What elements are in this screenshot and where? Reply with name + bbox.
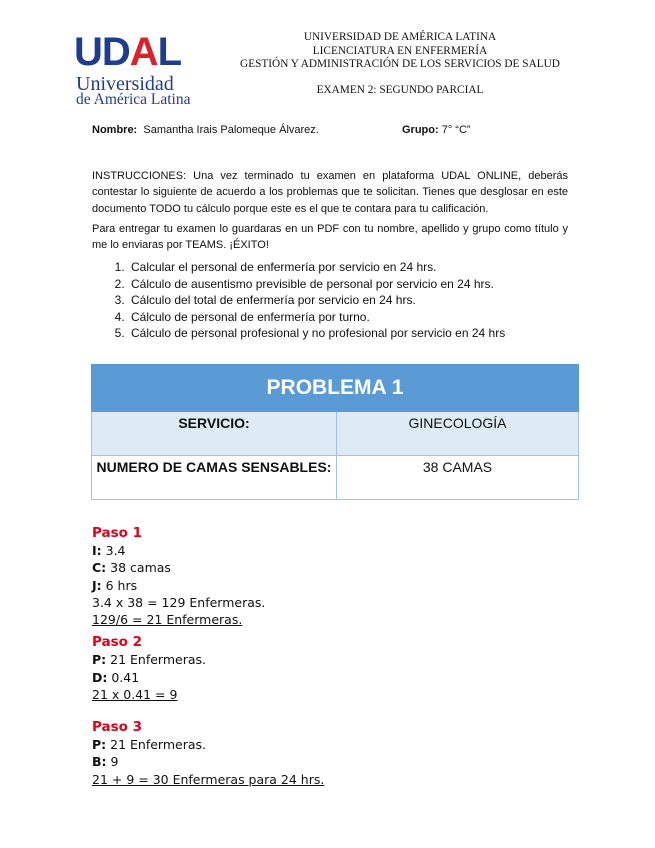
name-label: Nombre: bbox=[92, 124, 138, 136]
delivery-paragraph: Para entregar tu examen lo guardaras en un PDF con tu nombre, apellido y grupo como título y me lo enviaras por TEAMS. ¡ÉXITO! bbox=[92, 223, 568, 252]
group-label: Grupo: bbox=[402, 124, 439, 136]
step-line bbox=[92, 736, 324, 753]
logo-america-latina-text: de América Latina bbox=[76, 91, 191, 108]
table-cell-label: NUMERO DE CAMAS SENSABLES: bbox=[92, 456, 337, 500]
list-item: 1. Calcular el personal de enfermería por servicio en 24 hrs. bbox=[128, 259, 598, 276]
step-line-label: P: bbox=[92, 737, 107, 753]
step-line bbox=[92, 753, 324, 770]
list-item: 5. Cálculo de personal profesional y no profesional por servicio en 24 hrs bbox=[128, 325, 598, 342]
step-line bbox=[92, 669, 324, 686]
table-cell-value: 38 CAMAS bbox=[337, 456, 579, 500]
step-line bbox=[92, 559, 324, 576]
problem-title: PROBLEMA 1 bbox=[92, 365, 579, 412]
name-value: Samantha Irais Palomeque Álvarez. bbox=[143, 124, 319, 136]
student-name-line bbox=[92, 124, 319, 136]
list-item: 2. Cálculo de ausentismo previsible de personal por servicio en 24 hrs. bbox=[128, 276, 598, 293]
step-line-label: C: bbox=[92, 560, 107, 576]
logo-letter-d: D bbox=[101, 30, 130, 74]
table-header-row bbox=[92, 365, 579, 412]
step-line-text: 6 hrs bbox=[101, 577, 138, 593]
step-3 bbox=[92, 719, 324, 788]
exam-title: EXAMEN 2: SEGUNDO PARCIAL bbox=[316, 83, 484, 96]
student-group-line bbox=[402, 124, 471, 136]
step-title: Paso 1 bbox=[92, 525, 143, 541]
step-line-label: P: bbox=[92, 652, 107, 668]
step-line bbox=[92, 542, 324, 559]
step-line bbox=[92, 651, 324, 668]
step-line-text: 38 camas bbox=[106, 560, 171, 576]
problem-table bbox=[91, 364, 579, 500]
step-1 bbox=[92, 525, 324, 628]
task-list bbox=[92, 259, 598, 342]
table-row bbox=[92, 412, 579, 456]
group-value: 7° “C” bbox=[441, 124, 471, 136]
step-line-label: D: bbox=[92, 669, 108, 685]
table-cell-label: SERVICIO: bbox=[92, 412, 337, 456]
udal-logo bbox=[74, 32, 209, 108]
step-title: Paso 2 bbox=[92, 634, 143, 651]
step-result: 21 + 9 = 30 Enfermeras para 24 hrs. bbox=[92, 771, 325, 787]
step-line-label: J: bbox=[92, 577, 102, 593]
step-line-text: 0.41 bbox=[107, 669, 140, 685]
step-line-label: I: bbox=[92, 543, 102, 559]
logo-wordmark bbox=[74, 32, 181, 72]
solution-steps bbox=[92, 525, 324, 788]
step-line-text: 21 Enfermeras. bbox=[106, 737, 207, 753]
step-title: Paso 3 bbox=[92, 719, 143, 736]
step-2 bbox=[92, 634, 324, 703]
course-name: GESTIÓN Y ADMINISTRACIÓN DE LOS SERVICIOS DE SALUD bbox=[240, 58, 560, 71]
step-line-text: 21 Enfermeras. bbox=[106, 652, 207, 668]
step-line bbox=[92, 577, 324, 594]
logo-university-text: Universidad bbox=[76, 73, 174, 95]
step-result: 129/6 = 21 Enfermeras. bbox=[92, 612, 243, 628]
step-line-label: B: bbox=[92, 754, 107, 770]
university-name: UNIVERSIDAD DE AMÉRICA LATINA bbox=[303, 31, 497, 43]
logo-letter-l: L bbox=[157, 30, 182, 74]
step-line: 3.4 x 38 = 129 Enfermeras. bbox=[92, 594, 266, 610]
table-cell-value: GINECOLOGÍA bbox=[337, 412, 579, 456]
degree-name: LICENCIATURA EN ENFERMERÍA bbox=[312, 44, 488, 57]
step-line-text: 9 bbox=[106, 754, 119, 770]
document-header bbox=[215, 31, 585, 97]
table-row bbox=[92, 456, 579, 500]
step-line-text: 3.4 bbox=[101, 543, 126, 559]
logo-letter-a: A bbox=[129, 30, 158, 74]
list-item: 3. Cálculo del total de enfermería por servicio en 24 hrs. bbox=[128, 292, 598, 309]
instructions-paragraph: INSTRUCCIONES: Una vez terminado tu examen en plataforma UDAL ONLINE, deberás contestar lo siguiente de acuerdo a los problemas que te solicitan. Tienes que desglosar en este documento TODO tu cálculo porque este es el que te contara para tu calificación. bbox=[92, 170, 568, 215]
step-result: 21 x 0.41 = 9 bbox=[92, 686, 178, 702]
list-item: 4. Cálculo de personal de enfermería por turno. bbox=[128, 309, 598, 326]
logo-letter-u: U bbox=[74, 30, 102, 74]
